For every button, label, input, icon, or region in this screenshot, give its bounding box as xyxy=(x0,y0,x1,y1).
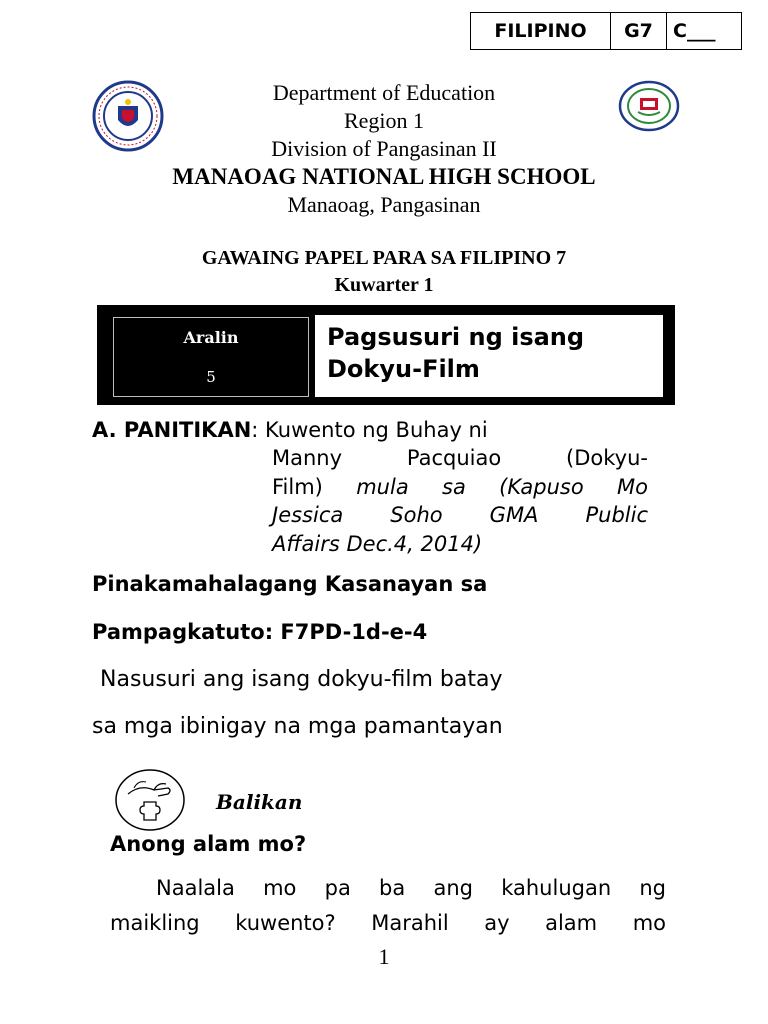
paragraph-line2: maikling kuwento? Marahil ay alam mo xyxy=(110,911,666,935)
literature-title-start: : Kuwento ng Buhay ni xyxy=(251,418,488,442)
department-name: Department of Education xyxy=(272,80,496,105)
region-name: Region 1 xyxy=(343,108,425,133)
literature-line3-normal: Film) xyxy=(272,474,357,499)
literature-line2: Manny Pacquiao (Dokyu- xyxy=(272,446,648,470)
lesson-banner xyxy=(97,305,675,405)
worksheet-title: GAWAING PAPEL PARA SA FILIPINO 7 xyxy=(201,247,567,269)
objective-line2: sa mga ibinigay na mga pamantayan xyxy=(92,714,503,739)
school-location: Manaoag, Pangasinan xyxy=(287,192,481,217)
lesson-number: 5 xyxy=(206,367,216,386)
competency-line2: Pampagkatuto: F7PD-1d-e-4 xyxy=(92,620,428,644)
lesson-title-line1: Pagsusuri ng isang xyxy=(327,323,585,351)
paragraph-line1: Naalala mo pa ba ang kahulugan ng xyxy=(156,876,666,900)
page-number: 1 xyxy=(378,944,390,969)
lesson-label: Aralin xyxy=(183,328,239,348)
quarter-label: Kuwarter 1 xyxy=(334,274,434,296)
subject-box xyxy=(470,12,742,50)
literature-line4: Jessica Soho GMA Public xyxy=(272,503,648,527)
literature-line3-italic: mula sa (Kapuso Mo xyxy=(356,474,648,499)
literature-line3 xyxy=(272,473,648,502)
literature-heading xyxy=(92,416,652,445)
literature-label: A. PANITIKAN xyxy=(92,418,252,442)
section-title: Balikan xyxy=(216,790,303,814)
school-name: MANAOAG NATIONAL HIGH SCHOOL xyxy=(172,164,596,189)
puzzle-hand-icon xyxy=(114,768,186,832)
competency-line1: Pinakamahalagang Kasanayan sa xyxy=(92,572,488,596)
literature-line5: Affairs Dec.4, 2014) xyxy=(272,531,483,556)
lesson-title-line2: Dokyu-Film xyxy=(327,355,480,383)
subject-cell: FILIPINO xyxy=(471,13,611,49)
lesson-title-box xyxy=(315,315,663,397)
grade-cell: G7 xyxy=(611,13,667,49)
section-cell: C___ xyxy=(673,20,716,42)
literature-body xyxy=(272,444,648,558)
division-name: Division of Pangasinan II xyxy=(271,136,497,161)
lesson-number-box xyxy=(113,317,309,397)
section-question: Anong alam mo? xyxy=(110,832,307,856)
objective-line1: Nasusuri ang isang dokyu-film batay xyxy=(100,667,503,692)
